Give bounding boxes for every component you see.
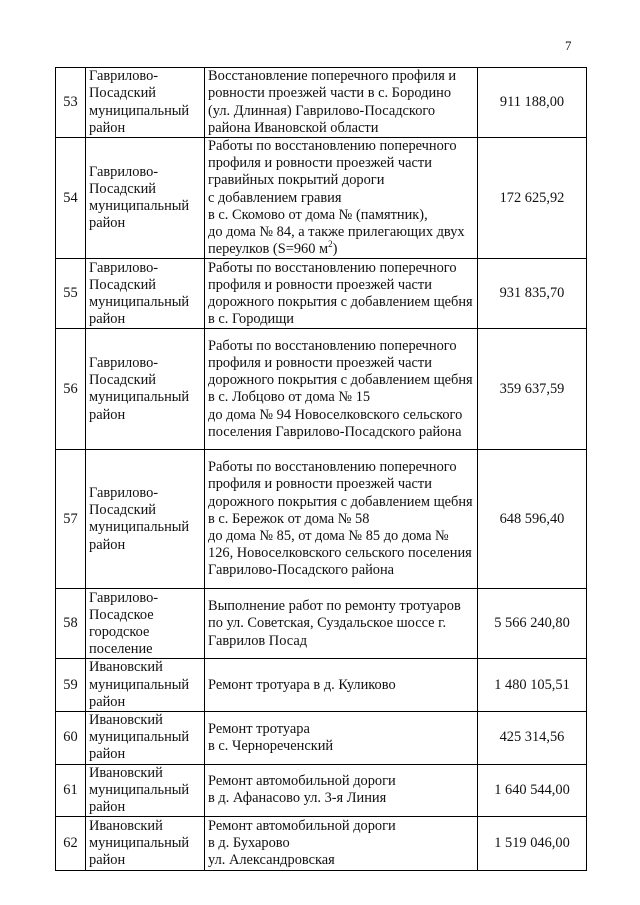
table-row xyxy=(56,259,587,329)
row-number: 62 xyxy=(56,817,86,871)
municipality-cell: Ивановский муниципальный район xyxy=(86,712,205,765)
row-number: 59 xyxy=(56,659,86,712)
municipality-cell: Гаврилово-Посадский муниципальный район xyxy=(86,68,205,138)
work-description-cell: Ремонт автомобильной дороги в д. Афанасово ул. 3-я Линия xyxy=(205,764,478,817)
municipality-cell: Гаврилово-Посадский муниципальный район xyxy=(86,329,205,450)
row-number: 57 xyxy=(56,450,86,589)
municipality-cell: Гаврилово-Посадское городское поселение xyxy=(86,589,205,659)
amount-cell: 425 314,56 xyxy=(478,712,587,765)
row-number: 53 xyxy=(56,68,86,138)
row-number: 56 xyxy=(56,329,86,450)
road-works-table xyxy=(55,67,587,871)
row-number: 60 xyxy=(56,712,86,765)
table-row xyxy=(56,817,587,871)
work-description-cell: Выполнение работ по ремонту тротуаров по ул. Советская, Суздальское шоссе г. Гаврилов Посад xyxy=(205,589,478,659)
work-description-tail: ) xyxy=(332,241,338,258)
work-description-text: Работы по восстановлению поперечного профиля и ровности проезжей части гравийных покрытий дороги с добавлением гравия в с. Скомово от дома № (памятник), до дома № 84, а также прилегающих двух переулков (S=960 м xyxy=(208,138,465,258)
work-description-cell: Ремонт тротуара в с. Чернореченский xyxy=(205,712,478,765)
work-description-cell xyxy=(205,138,478,259)
municipality-cell: Гаврилово-Посадский муниципальный район xyxy=(86,450,205,589)
table-row xyxy=(56,659,587,712)
unit-exponent: 2 xyxy=(328,239,333,250)
amount-cell: 359 637,59 xyxy=(478,329,587,450)
amount-cell: 1 480 105,51 xyxy=(478,659,587,712)
work-description-cell: Восстановление поперечного профиля и ровности проезжей части в с. Бородино (ул. Длинная) Гаврилово-Посадского района Ивановской области xyxy=(205,68,478,138)
work-description-cell: Ремонт тротуара в д. Куликово xyxy=(205,659,478,712)
table-row xyxy=(56,450,587,589)
amount-cell: 1 640 544,00 xyxy=(478,764,587,817)
amount-cell: 1 519 046,00 xyxy=(478,817,587,871)
work-description-cell: Ремонт автомобильной дороги в д. Бухарово ул. Александровская xyxy=(205,817,478,871)
work-description-cell: Работы по восстановлению поперечного профиля и ровности проезжей части дорожного покрытия с добавлением щебня в с. Лобцово от дома № 15 до дома № 94 Новоселковского сельского поселения Гаврилово-Посадского района xyxy=(205,329,478,450)
table-row xyxy=(56,329,587,450)
amount-cell: 931 835,70 xyxy=(478,259,587,329)
work-description-cell: Работы по восстановлению поперечного профиля и ровности проезжей части дорожного покрытия с добавлением щебня в с. Городищи xyxy=(205,259,478,329)
row-number: 58 xyxy=(56,589,86,659)
amount-cell: 648 596,40 xyxy=(478,450,587,589)
page-number: 7 xyxy=(565,38,572,53)
municipality-cell: Ивановский муниципальный район xyxy=(86,764,205,817)
amount-cell: 172 625,92 xyxy=(478,138,587,259)
row-number: 61 xyxy=(56,764,86,817)
row-number: 55 xyxy=(56,259,86,329)
table-row xyxy=(56,138,587,259)
municipality-cell: Ивановский муниципальный район xyxy=(86,659,205,712)
amount-cell: 911 188,00 xyxy=(478,68,587,138)
table-row xyxy=(56,764,587,817)
amount-cell: 5 566 240,80 xyxy=(478,589,587,659)
work-description-cell: Работы по восстановлению поперечного профиля и ровности проезжей части дорожного покрытия с добавлением щебня в с. Бережок от дома № 58 до дома № 85, от дома № 85 до дома № 126, Новоселковского сельского поселения Гаврилово-Посадского района xyxy=(205,450,478,589)
table-row xyxy=(56,712,587,765)
row-number: 54 xyxy=(56,138,86,259)
municipality-cell: Гаврилово-Посадский муниципальный район xyxy=(86,138,205,259)
municipality-cell: Гаврилово-Посадский муниципальный район xyxy=(86,259,205,329)
municipality-cell: Ивановский муниципальный район xyxy=(86,817,205,871)
table-row xyxy=(56,589,587,659)
table-row xyxy=(56,68,587,138)
